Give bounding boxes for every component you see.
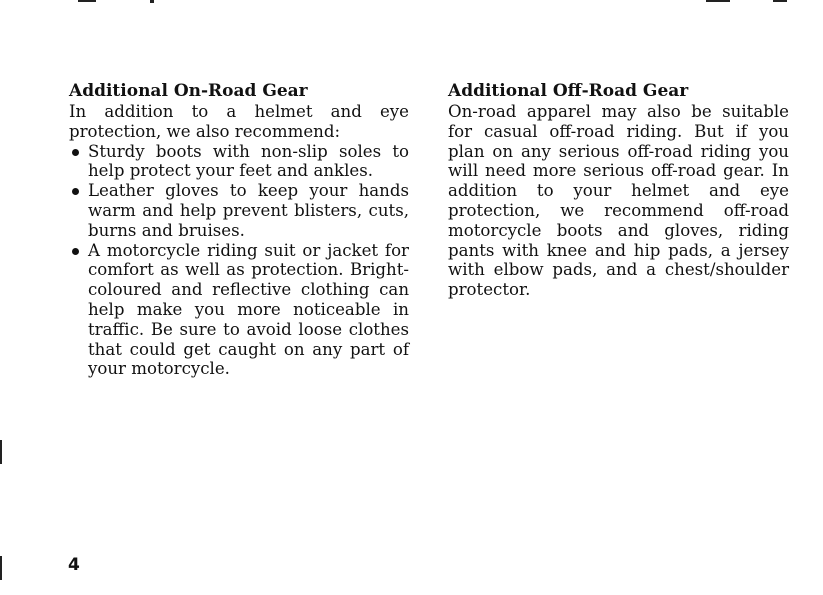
scan-mark-top-left-dot bbox=[150, 0, 154, 3]
scan-mark-left-edge-2 bbox=[0, 556, 2, 580]
on-road-gear-heading: Additional On-Road Gear bbox=[69, 81, 308, 101]
bullet-icon bbox=[72, 248, 79, 255]
off-road-gear-heading: Additional Off-Road Gear bbox=[448, 81, 689, 101]
on-road-intro: In addition to a helmet and eye protection, we also recommend: bbox=[69, 102, 409, 141]
right-column bbox=[448, 81, 789, 300]
page-number: 4 bbox=[68, 555, 80, 575]
scan-mark-left-edge bbox=[0, 440, 2, 464]
scan-mark-top-right-2 bbox=[773, 0, 787, 2]
list-item-text: Leather gloves to keep your hands warm and help prevent blisters, cuts, burns and bruises. bbox=[88, 181, 409, 240]
bullet-icon bbox=[72, 149, 79, 156]
bullet-icon bbox=[72, 188, 79, 195]
list-item bbox=[69, 181, 409, 240]
scan-mark-top-left bbox=[78, 0, 96, 2]
off-road-body: On-road apparel may also be suitable for casual off-road riding. But if you plan on any serious off-road riding you will need more serious off-road gear. In addition to your helmet and eye protection, we recommend off-road motorcycle boots and gloves, riding pants with knee and hip pads, a jersey with elbow pads, and a chest/shoulder protector. bbox=[448, 102, 789, 300]
scan-mark-top-right bbox=[706, 0, 730, 2]
left-column bbox=[69, 81, 409, 379]
list-item bbox=[69, 241, 409, 380]
list-item-text: Sturdy boots with non-slip soles to help protect your feet and ankles. bbox=[88, 141, 409, 181]
on-road-gear-list bbox=[69, 142, 409, 380]
list-item-text: A motorcycle riding suit or jacket for comfort as well as protection. Bright-coloured and reflective clothing can help make you more noticeable in traffic. Be sure to avoid loose clothes that could get caught on any part of your motorcycle. bbox=[88, 240, 409, 379]
list-item bbox=[69, 142, 409, 182]
